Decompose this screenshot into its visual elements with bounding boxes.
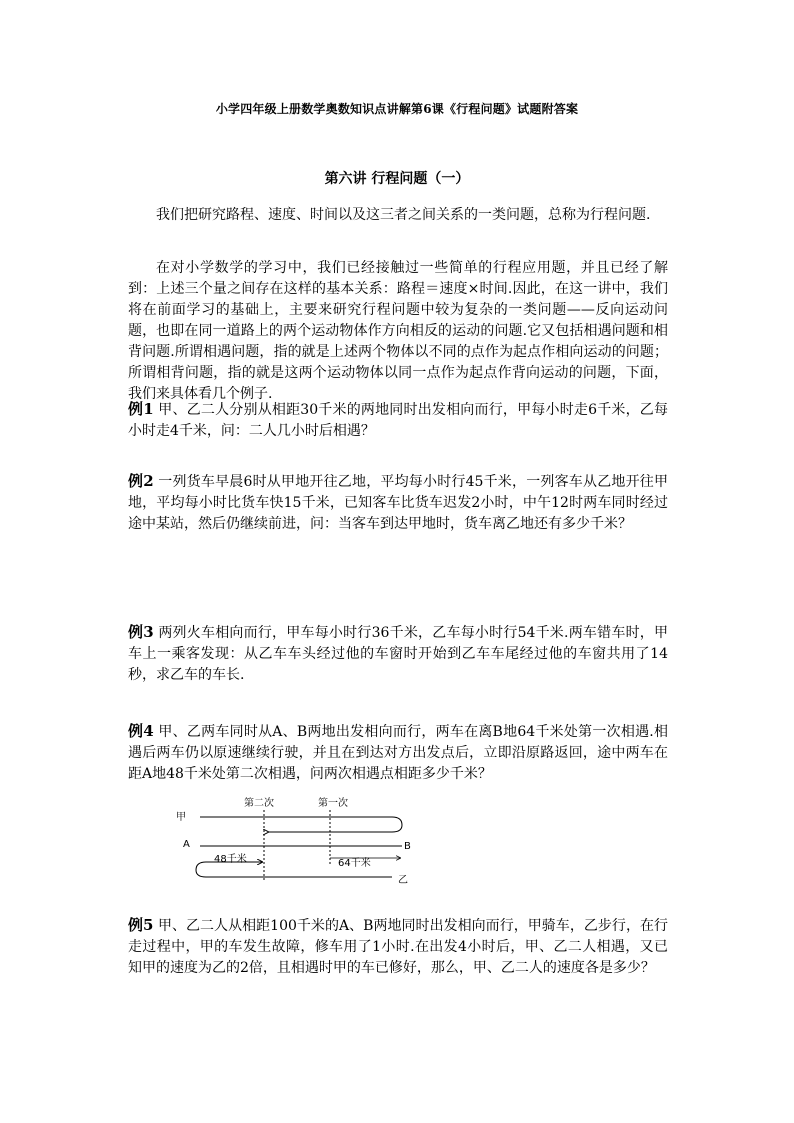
jia-route-line [200,817,402,832]
example-5 [128,915,668,979]
label-48-km: 48千米 [214,854,247,865]
label-first-meeting: 第一次 [318,798,348,809]
label-yi: 乙 [398,875,408,886]
lesson-title: 第六讲 行程问题（一） [324,171,470,187]
meeting-diagram [170,790,430,892]
document-title: 小学四年级上册数学奥数知识点讲解第6课《行程问题》试题附答案 [215,102,579,116]
label-64-km: 64千米 [338,858,371,869]
example-4-label: 例4 [128,722,154,740]
example-3-text: 两列火车相向而行，甲车每小时行36千米，乙车每小时行54千米.两车错车时，甲车上一乘客发现：从乙车车头经过他的车窗时开始到乙车车尾经过他的车窗共用了14秒，求乙车的车长. [128,625,668,683]
example-1-text: 甲、乙二人分别从相距30千米的两地同时出发相向而行，甲每小时走6千米，乙每小时走4千米，问：二人几小时后相遇？ [128,402,669,439]
example-4-text: 甲、乙两车同时从A、B两地出发相向而行，两车在离B地64千米处第一次相遇.相遇后两车仍以原速继续行驶，并且在到达对方出发点后，立即沿原路返回，途中两车在距A地48千米处第二次相遇，问两次相遇点相距多少千米？ [128,724,669,782]
example-2-label: 例2 [128,472,154,490]
example-4 [128,721,668,785]
example-5-label: 例5 [128,916,154,934]
example-2 [128,471,668,535]
label-jia: 甲 [176,812,186,823]
example-1 [128,399,668,442]
example-3-label: 例3 [128,623,154,641]
label-second-meeting: 第二次 [244,798,274,809]
example-1-label: 例1 [128,400,154,418]
label-b: B [404,841,411,852]
example-5-text: 甲、乙二人从相距100千米的A、B两地同时出发相向而行，甲骑车，乙步行，在行走过程中，甲的车发生故障，修车用了1小时.在出发4小时后，甲、乙二人相遇，又已知甲的速度为乙的2倍，且相遇时甲的车已修好，那么，甲、乙二人的速度各是多少？ [128,918,668,976]
example-2-text: 一列货车早晨6时从甲地开往乙地，平均每小时行45千米，一列客车从乙地开往甲地，平均每小时比货车快15千米，已知客车比货车迟发2小时，中午12时两车同时经过途中某站，然后仍继续前进，问：当客车到达甲地时，货车离乙地还有多少千米？ [128,474,669,532]
intro-paragraph-2: 在对小学数学的学习中，我们已经接触过一些简单的行程应用题，并且已经了解到：上述三个量之间存在这样的基本关系：路程＝速度×时间.因此，在这一讲中，我们将在前面学习的基础上，主要来研究行程问题中较为复杂的一类问题——反向运动问题，也即在同一道路上的两个运动物体作方向相反的运动的问题.它又包括相遇问题和相背问题.所谓相遇问题，指的就是上述两个物体以不同的点作为起点作相向运动的问题；所谓相背问题，指的就是这两个运动物体以同一点作为起点作背向运动的问题，下面，我们来具体看几个例子. [128,260,668,402]
intro-paragraph-1: 我们把研究路程、速度、时间以及这三者之间关系的一类问题，总称为行程问题. [156,207,651,223]
example-3 [128,622,668,686]
label-a: A [183,839,190,850]
